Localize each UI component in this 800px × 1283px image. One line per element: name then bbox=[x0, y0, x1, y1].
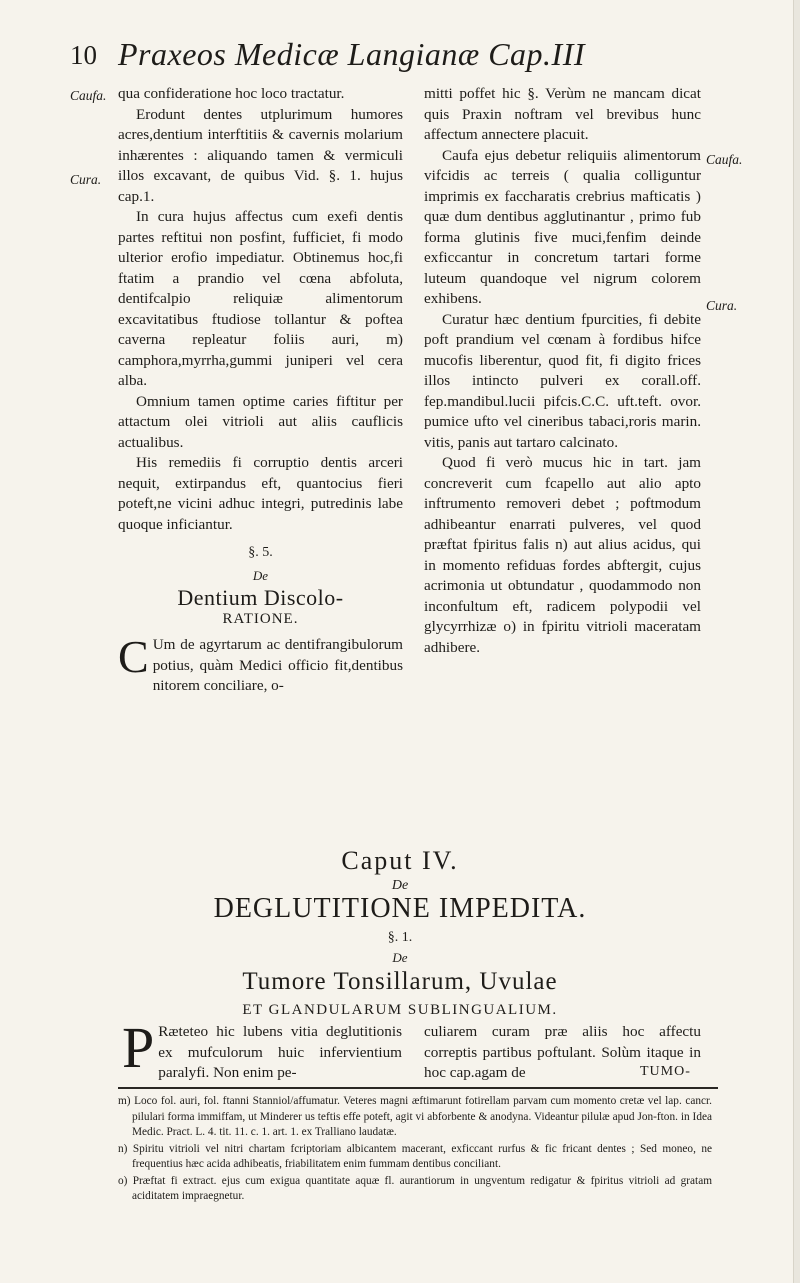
footnote-m: m) Loco fol. auri, fol. ftanni Stanniol/affumatur. Veteres magni æftimarunt fotirellam parvam cum momento cretæ vel lap. cancr. pilulari forma immiffam, ut Minderer us teftis effe poteft, agit vi abforbente & anodyna. Videantur pilulæ apud Jon-fton. in Idea Medic. Pract. L. 4. tit. 11. c. 1. art. 1. ex Tralliano laudatæ. bbox=[118, 1095, 712, 1138]
footnote-rule bbox=[118, 1087, 718, 1089]
footnote-n: n) Spiritu vitrioli vel nitri chartam fcriptoriam albicantem macerant, exficcant rurfus & fic fricant dentes ; Sed moneo, ne frequentius hæc acida adhibeatis, friabilitatem enim fummam dentibus conciliant. bbox=[118, 1142, 712, 1170]
bottom-right-text: culiarem curam præ aliis hoc affectu correptis partibus poftulant. Solùm itaque in hoc cap.agam de bbox=[424, 1023, 701, 1081]
page-number: 10 bbox=[70, 40, 97, 70]
page-edge bbox=[793, 0, 800, 1283]
left-paragraph-6-text: Um de agyrtarum ac dentifrangibulorum potius, quàm Medici officio fit,dentibus nitorem conciliare, o- bbox=[152, 636, 403, 694]
right-column bbox=[424, 84, 701, 658]
chapter-title: DEGLUTITIONE IMPEDITA. bbox=[213, 893, 587, 924]
running-header bbox=[70, 36, 740, 84]
bottom-left-body: Ræteteo hic lubens vitia deglutitionis ex mufculorum huic infervientium paralyfi. Non enim pe- bbox=[158, 1023, 402, 1081]
dropcap-p: P bbox=[122, 1015, 155, 1080]
right-paragraph-2: Caufa ejus debetur reliquiis alimentorum vifcidis ac terreis ( qualia colliguntur imprimis ex faccharatis crebrius mafticatis ) quæ dum dentibus agglutinantur , primo fub forma glutinis five muci,fenfim deinde exficcantur in concretum tartari forme luteum quandoque vel nigrum colorem exhibens. bbox=[424, 146, 701, 307]
left-paragraph-2: Erodunt dentes utplurimum humores acres,dentium interftitiis & cavernis molarium inhærentes : aliquando tamen & vermiculi illos excavant, de quibus Vid. §. 1. hujus cap.1. bbox=[118, 105, 403, 205]
left-paragraph-1: qua confideratione hoc loco tractatur. bbox=[118, 85, 345, 102]
section-1-title: Tumore Tonsillarum, Uvulae bbox=[242, 968, 558, 995]
left-column bbox=[118, 84, 403, 697]
left-paragraph-3: In cura hujus affectus cum exefi dentis partes reftitui non posfint, fufficiet, fi modo ulterior erofio impediatur. Obtinemus hoc,fi ftatim a prandio vel cœna abfoluta, dentifcalpio reliquiæ alimentorum excavitatibus ftudiose tollantur & poftea caverna repleatur foliis auri, m) camphora,myrrha,gummi juniperi vel cera alba. bbox=[118, 208, 403, 389]
margin-note-causa-left: Caufa. bbox=[70, 88, 107, 103]
section-5-title-cont: RATIONE. bbox=[222, 610, 299, 627]
margin-note-cura-right: Cura. bbox=[706, 298, 738, 313]
running-title: Praxeos Medicæ Langianæ Cap.III bbox=[118, 36, 585, 72]
left-paragraph-4: Omnium tamen optime caries fiftitur per attactum olei vitrioli aut aliis cauflicis actualibus. bbox=[118, 392, 403, 451]
right-paragraph-4: Quod fi verò mucus hic in tart. jam concreverit cum fcapello aut alio apto inftrumento removeri debet ; poftmodum adhibeantur enarrati pulveres, vel quod præftat fpiritus falis n) aut alius acidus, qui in momento refiduas fordes abftergit, cujus acrimonia ut obtundatur , quodammodo non inconfultum eft, radicem polypodii vel glycyrrhizæ o) in fpiritu vitrioli maceratam adhibere. bbox=[424, 454, 701, 656]
margin-note-causa-right: Caufa. bbox=[706, 152, 743, 167]
left-paragraph-6 bbox=[118, 631, 403, 697]
chapter-de: De bbox=[391, 878, 409, 893]
footnote-o: o) Præftat fi extract. ejus cum exigua quantitate aquæ fl. aurantiorum in ungventum redigatur & fpiritus vitrioli ad gratam aciditatem impraegnetur. bbox=[118, 1174, 712, 1202]
dropcap-c: C bbox=[118, 631, 149, 682]
chapter-heading: Caput IV. bbox=[341, 846, 459, 875]
section-5-de: De bbox=[252, 567, 269, 583]
section-5-number: §. 5. bbox=[248, 545, 273, 560]
right-paragraph-3: Curatur hæc dentium fpurcities, fi debite poft prandium vel cœnam à fordibus hifce mucofis liberentur, quod fit, fi digito frices illos intincto pulveri ex corall.off. fep.mandibul.lucii pifcis.C.C. uft.teft. ovor. pumice ufto vel cineribus tabaci,roris marin. vitis, panis aut tartaro calcinato. bbox=[424, 310, 701, 451]
footnotes bbox=[118, 1094, 712, 1206]
catchword: TUMO- bbox=[640, 1064, 691, 1079]
margin-note-cura-left: Cura. bbox=[70, 172, 102, 187]
section-1-number: §. 1. bbox=[387, 930, 413, 945]
right-paragraph-1: mitti poffet hic §. Verùm ne mancam dicat quis Praxin noftram vel brevibus hunc affectum annectere placuit. bbox=[424, 85, 701, 143]
section-5-title: Dentium Discolo- bbox=[177, 585, 344, 610]
bottom-left-text bbox=[122, 1015, 402, 1084]
left-paragraph-5: His remediis fi corruptio dentis arceri nequit, extirpandus eft, quantocius fieri poteft,ne vicini adhuc integri, putredinis labe quoque inficiantur. bbox=[118, 454, 403, 533]
section-1-de: De bbox=[392, 950, 408, 965]
section-1-subtitle: ET GLANDULARUM SUBLINGUALIUM. bbox=[242, 1002, 558, 1018]
